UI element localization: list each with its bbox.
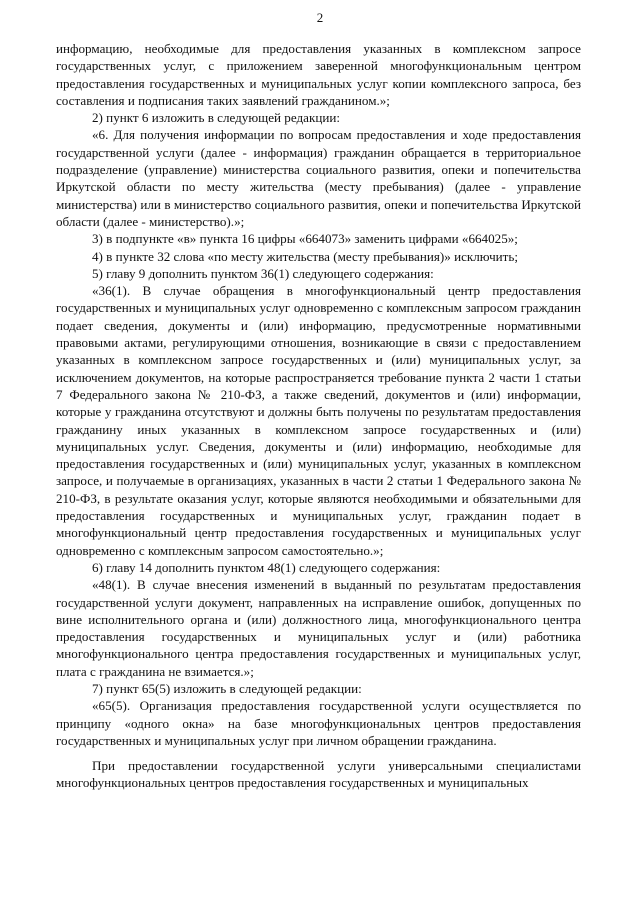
paragraph-6: 5) главу 9 дополнить пунктом 36(1) следующего содержания: — [92, 265, 434, 281]
paragraph-12: При предоставлении государственной услуги универсальными специалистами многофункциональных центров предоставления государственных и муниципальных — [56, 758, 581, 791]
page-number: 2 — [316, 10, 324, 25]
paragraph-11: «65(5). Организация предоставления государственной услуги осуществляется по принципу «одного окна» на базе многофункциональных центров предоставления государственных и муниципальных услуг при личном обращении гражданина. — [56, 698, 581, 748]
paragraph-8: 6) главу 14 дополнить пунктом 48(1) следующего содержания: — [92, 559, 441, 575]
document-body — [56, 40, 581, 792]
paragraph-3: «6. Для получения информации по вопросам предоставления и ходе предоставления государственной услуги (далее - информация) гражданин обращается в территориальное подразделение (управление) министерства социального развития, опеки и попечительства Иркутской области по месту жительства (месту пребывания) (далее - управление министерства) или в министерство социального развития, опеки и попечительства Иркутской области (далее - министерство).»; — [56, 127, 581, 229]
paragraph-5: 4) в пункте 32 слова «по месту жительства (месту пребывания)» исключить; — [92, 248, 519, 264]
paragraph-1: информацию, необходимые для предоставления указанных в комплексном запросе государственных услуг, с приложением заверенной многофункциональным центром предоставления государственных и муниципальных услуг копии комплексного запроса, без составления и подписания таких заявлений гражданином.»; — [56, 41, 581, 108]
paragraph-2: 2) пункт 6 изложить в следующей редакции: — [92, 110, 340, 126]
paragraph-9: «48(1). В случае внесения изменений в выданный по результатам предоставления государственной услуги документ, направленных на исправление ошибок, допущенных по вине исполнительного органа и (или) должностного лица, многофункционального центра предоставления государственных и муниципальных услуг и (или) работника многофункционального центра предоставления государственных и муниципальных услуг, плата с гражданина не взимается.»; — [56, 577, 581, 679]
paragraph-7: «36(1). В случае обращения в многофункциональный центр предоставления государственных и муниципальных услуг одновременно с комплексным запросом гражданин подает сведения, документы и (или) информацию, предусмотренные нормативными правовыми актами, регулирующими отношения, возникающие в связи с предоставлением указанных в комплексном запросе государственных и (или) муниципальных услуг, за исключением документов, на которые распространяется требование пункта 2 части 1 статьи 7 Федерального закона № 210-ФЗ, а также сведений, документов и (или) информации, которые у гражданина отсутствуют и должны быть получены по результатам предоставления гражданину иных указанных в комплексном запросе государственных и (или) муниципальных услуг. Сведения, документы и (или) информацию, необходимые для предоставления государственных и (или) муниципальных услуг, указанных в комплексном запросе, и получаемые в организациях, указанных в части 2 статьи 1 Федерального закона № 210-ФЗ, в результате оказания услуг, которые являются необходимыми и обязательными для предоставления государственных и муниципальных услуг, гражданин подает в многофункциональный центр предоставления государственных и муниципальных услуг одновременно с комплексным запросом самостоятельно.»; — [56, 283, 581, 558]
paragraph-4: 3) в подпункте «в» пункта 16 цифры «664073» заменить цифрами «664025»; — [92, 231, 518, 247]
paragraph-10: 7) пункт 65(5) изложить в следующей редакции: — [92, 680, 362, 696]
